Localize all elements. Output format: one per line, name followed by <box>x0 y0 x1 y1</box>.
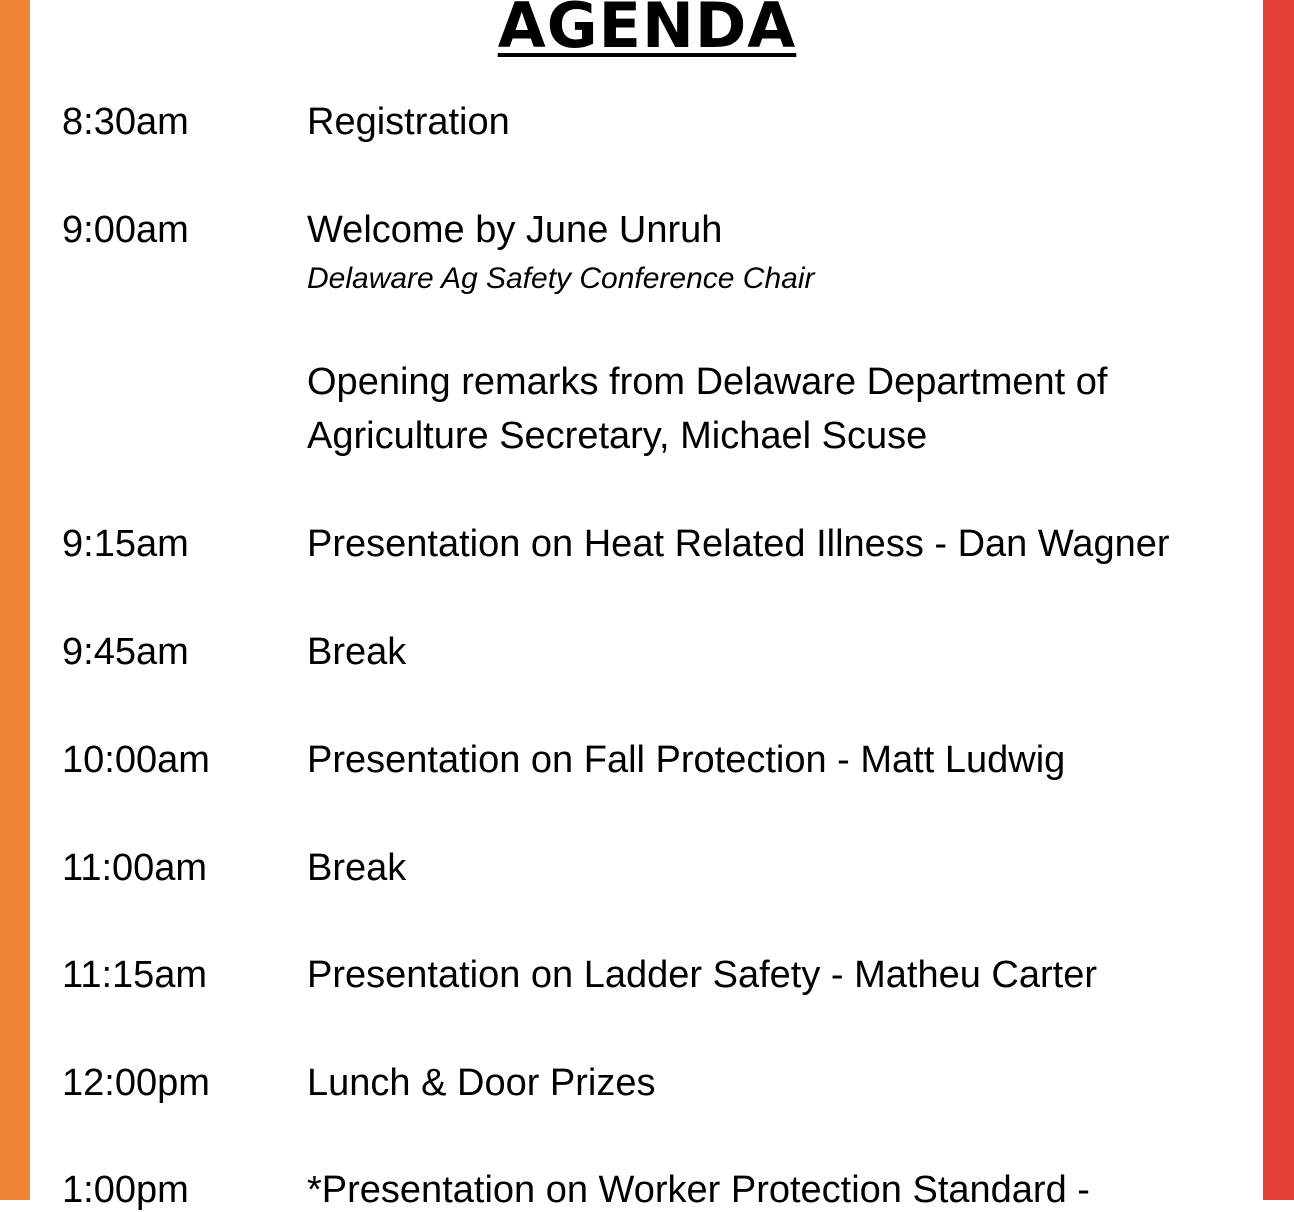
agenda-time-0900: 9:00am <box>62 209 189 251</box>
agenda-time-1000: 10:00am <box>62 739 210 781</box>
agenda-item-lunch: Lunch & Door Prizes <box>307 1062 656 1104</box>
agenda-time-1115: 11:15am <box>62 954 208 996</box>
agenda-item-worker-protection: *Presentation on Worker Protection Standard - <box>307 1169 1090 1211</box>
agenda-time-0830: 8:30am <box>62 101 189 143</box>
agenda-time-1200: 12:00pm <box>62 1062 210 1104</box>
agenda-item-ladder-safety: Presentation on Ladder Safety - Matheu Carter <box>307 954 1098 996</box>
agenda-time-1300: 1:00pm <box>62 1169 189 1211</box>
agenda-item-welcome: Welcome by June Unruh <box>307 209 723 251</box>
page-title <box>0 0 1294 62</box>
agenda-item-welcome-subtitle: Delaware Ag Safety Conference Chair <box>307 262 815 295</box>
agenda-time-0945: 9:45am <box>62 631 189 673</box>
agenda-time-1100: 11:00am <box>62 847 208 889</box>
agenda-item-break-2: Break <box>307 847 407 889</box>
agenda-item-opening-remarks: Opening remarks from Delaware Department of Agriculture Secretary, Michael Scuse <box>307 361 1108 457</box>
page-title-text: AGENDA <box>497 0 797 62</box>
left-accent-bar <box>0 0 30 1200</box>
agenda-item-fall-protection: Presentation on Fall Protection - Matt Ludwig <box>307 739 1066 781</box>
right-accent-bar <box>1263 0 1294 1200</box>
agenda-item-break-1: Break <box>307 631 407 673</box>
agenda-item-registration: Registration <box>307 101 510 143</box>
agenda-time-0915: 9:15am <box>62 523 189 565</box>
agenda-item-heat-illness: Presentation on Heat Related Illness - Dan Wagner <box>307 523 1170 565</box>
